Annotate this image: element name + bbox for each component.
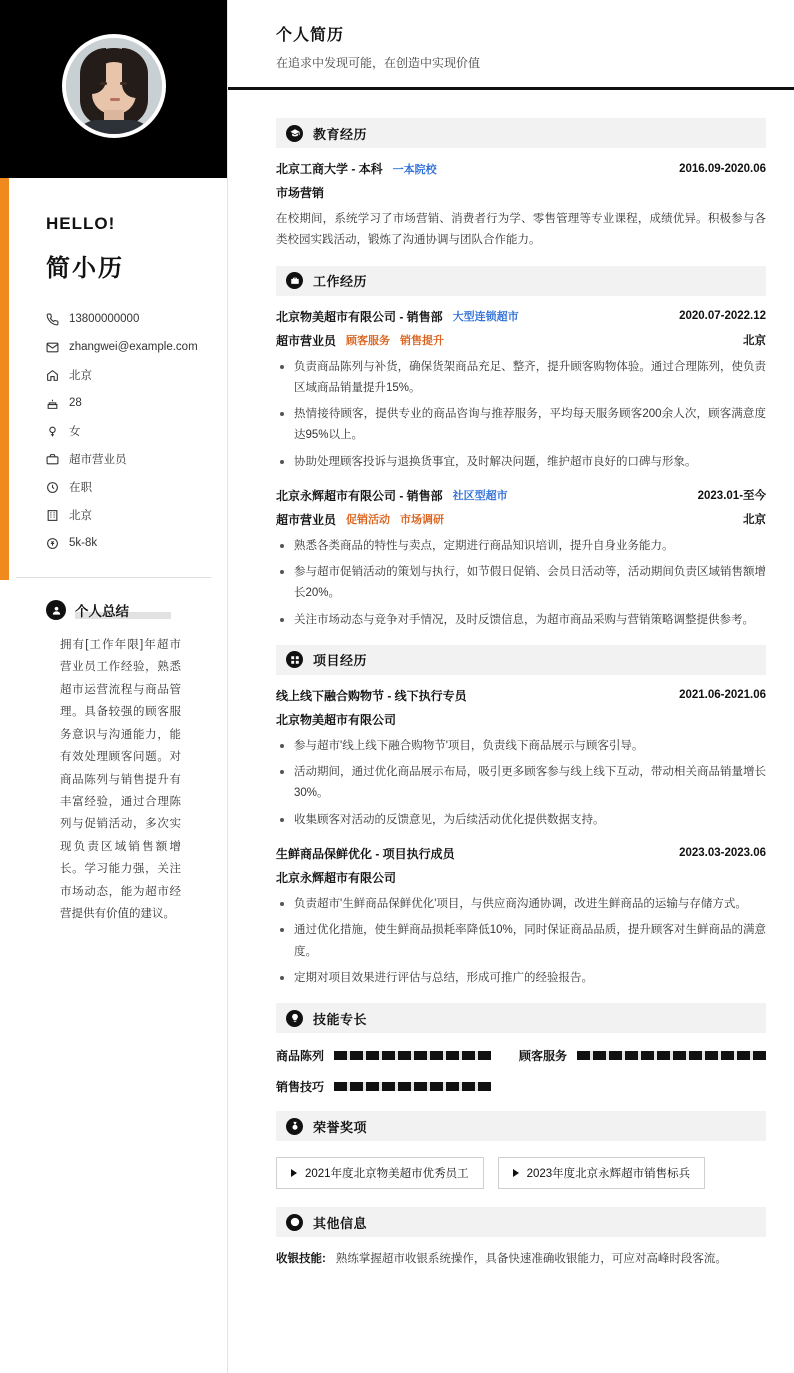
section-other-header bbox=[276, 1207, 766, 1237]
project-company-row bbox=[276, 869, 766, 886]
work-entry bbox=[276, 487, 766, 631]
info-icon bbox=[286, 1214, 303, 1231]
skill-level-block bbox=[334, 1051, 347, 1060]
skill-item bbox=[519, 1047, 766, 1064]
section-other-title: 其他信息 bbox=[313, 1215, 368, 1231]
project-bullets bbox=[276, 736, 766, 831]
work-bullets bbox=[276, 536, 766, 631]
contact-hometown-value: 北京 bbox=[69, 370, 92, 382]
status-icon bbox=[46, 481, 59, 494]
medal-icon bbox=[286, 1118, 303, 1135]
section-skills-title: 技能专长 bbox=[313, 1011, 368, 1027]
skill-level-block bbox=[625, 1051, 638, 1060]
work-bullet: 协助处理顾客投诉与退换货事宜，及时解决问题，维护超市良好的口碑与形象。 bbox=[276, 452, 766, 473]
work-bullets bbox=[276, 357, 766, 473]
contact-city bbox=[46, 501, 227, 529]
skill-level-bar bbox=[334, 1051, 491, 1060]
work-date: 2020.07-2022.12 bbox=[679, 310, 767, 323]
project-company: 北京物美超市有限公司 bbox=[276, 712, 397, 727]
skill-level-block bbox=[334, 1082, 347, 1091]
skill-level-block bbox=[398, 1051, 411, 1060]
contact-city-value: 北京 bbox=[69, 510, 92, 522]
play-triangle-icon bbox=[513, 1169, 519, 1177]
summary-text: 拥有[工作年限]年超市营业员工作经验，熟悉超市运营流程与商品管理。具备较强的顾客服务意识与沟通能力，能有效处理顾客问题。对商品陈列与销售提升有丰富经验，通过合理陈列与促销活动，多次实现负责区域销售额增长。学习能力强，关注市场动态，能为超市经营提供有价值的建议。 bbox=[60, 639, 181, 921]
project-entry-row bbox=[276, 687, 766, 704]
graduation-icon bbox=[286, 125, 303, 142]
skill-level-block bbox=[366, 1082, 379, 1091]
skill-level-block bbox=[689, 1051, 702, 1060]
candidate-name: 简小历 bbox=[46, 255, 124, 282]
work-tag: 大型连锁超市 bbox=[452, 311, 519, 324]
work-location: 北京 bbox=[743, 335, 767, 348]
skill-level-block bbox=[446, 1051, 459, 1060]
section-skills bbox=[276, 1003, 766, 1101]
project-bullet: 活动期间，通过优化商品展示布局，吸引更多顾客参与线上线下互动，带动相关商品销量增长30%。 bbox=[276, 762, 766, 805]
skill-level-block bbox=[366, 1051, 379, 1060]
section-awards bbox=[276, 1111, 766, 1197]
contact-salary-value: 5k-8k bbox=[69, 537, 98, 549]
project-entry bbox=[276, 687, 766, 831]
education-tag: 一本院校 bbox=[392, 163, 437, 176]
award-item bbox=[498, 1157, 706, 1189]
work-company: 北京永辉超市有限公司 - 销售部 bbox=[276, 488, 443, 503]
mail-icon bbox=[46, 341, 59, 354]
phone-icon bbox=[46, 313, 59, 326]
sidebar-divider bbox=[16, 577, 211, 578]
contact-age-value: 28 bbox=[69, 397, 82, 409]
skill-level-block bbox=[478, 1051, 491, 1060]
work-skill-tag: 顾客服务 bbox=[346, 335, 391, 348]
education-major-row bbox=[276, 184, 766, 201]
work-date: 2023.01-至今 bbox=[697, 490, 767, 503]
skill-level-block bbox=[382, 1051, 395, 1060]
project-bullet: 定期对项目效果进行评估与总结，形成可推广的经验报告。 bbox=[276, 968, 766, 989]
contact-list bbox=[46, 305, 227, 557]
skill-level-block bbox=[414, 1051, 427, 1060]
building-icon bbox=[46, 509, 59, 522]
work-company: 北京物美超市有限公司 - 销售部 bbox=[276, 309, 443, 324]
gender-icon bbox=[46, 425, 59, 438]
work-skill-tag: 市场调研 bbox=[400, 514, 445, 527]
section-work-header bbox=[276, 266, 766, 296]
skill-level-block bbox=[350, 1051, 363, 1060]
lightbulb-icon bbox=[286, 1010, 303, 1027]
skill-level-block bbox=[414, 1082, 427, 1091]
section-education bbox=[276, 118, 766, 252]
skill-level-block bbox=[609, 1051, 622, 1060]
skill-level-block bbox=[577, 1051, 590, 1060]
work-skill-tag: 促销活动 bbox=[346, 514, 391, 527]
skill-level-block bbox=[673, 1051, 686, 1060]
project-name: 生鲜商品保鲜优化 - 项目执行成员 bbox=[276, 846, 455, 861]
project-company: 北京永辉超市有限公司 bbox=[276, 870, 397, 885]
education-major: 市场营销 bbox=[276, 186, 325, 200]
skill-level-block bbox=[478, 1082, 491, 1091]
summary-title: 个人总结 bbox=[75, 604, 129, 619]
work-bullet: 参与超市促销活动的策划与执行，如节假日促销、会员日活动等，活动期间负责区域销售额增长20%。 bbox=[276, 562, 766, 605]
skill-level-block bbox=[593, 1051, 606, 1060]
section-other bbox=[276, 1207, 766, 1270]
work-bullet: 热情接待顾客，提供专业的商品咨询与推荐服务，平均每天服务顾客200余人次，顾客满意度达95%以上。 bbox=[276, 404, 766, 447]
skill-level-block bbox=[446, 1082, 459, 1091]
main-body bbox=[228, 90, 794, 1300]
skill-item bbox=[276, 1047, 491, 1064]
skill-item bbox=[276, 1078, 491, 1095]
contact-job-title-value: 超市营业员 bbox=[69, 454, 127, 466]
skill-level-block bbox=[753, 1051, 766, 1060]
contact-gender bbox=[46, 417, 227, 445]
project-bullet: 负责超市'生鲜商品保鲜优化'项目，与供应商沟通协调，改进生鲜商品的运输与存储方式。 bbox=[276, 894, 766, 915]
work-entry-row bbox=[276, 487, 766, 504]
skill-name: 顾客服务 bbox=[519, 1049, 568, 1064]
skill-level-block bbox=[430, 1051, 443, 1060]
skill-level-block bbox=[430, 1082, 443, 1091]
skill-name: 销售技巧 bbox=[276, 1080, 325, 1095]
project-bullet: 参与超市'线上线下融合购物节'项目，负责线下商品展示与顾客引导。 bbox=[276, 736, 766, 757]
skill-level-block bbox=[721, 1051, 734, 1060]
salary-icon bbox=[46, 537, 59, 550]
skill-name: 商品陈列 bbox=[276, 1049, 325, 1064]
contact-salary bbox=[46, 529, 227, 557]
skill-level-block bbox=[382, 1082, 395, 1091]
skill-level-block bbox=[641, 1051, 654, 1060]
contact-phone bbox=[46, 305, 227, 333]
project-company-row bbox=[276, 711, 766, 728]
education-description: 在校期间，系统学习了市场营销、消费者行为学、零售管理等专业课程，成绩优异。积极参与各类校园实践活动，锻炼了沟通协调与团队合作能力。 bbox=[276, 213, 767, 247]
education-school: 北京工商大学 - 本科 bbox=[276, 162, 383, 176]
skill-level-block bbox=[462, 1082, 475, 1091]
cake-icon bbox=[46, 397, 59, 410]
page-subtitle: 在追求中发现可能，在创造中实现价值 bbox=[276, 56, 481, 70]
contact-email bbox=[46, 333, 227, 361]
contact-gender-value: 女 bbox=[69, 426, 81, 438]
section-work bbox=[276, 266, 766, 631]
award-label: 2023年度北京永辉超市销售标兵 bbox=[526, 1168, 691, 1181]
grid-icon bbox=[286, 651, 303, 668]
summary-heading bbox=[46, 600, 227, 620]
section-education-title: 教育经历 bbox=[313, 126, 368, 142]
work-bullet: 熟悉各类商品的特性与卖点，定期进行商品知识培训，提升自身业务能力。 bbox=[276, 536, 766, 557]
skill-level-bar bbox=[334, 1082, 491, 1091]
contact-job-title bbox=[46, 445, 227, 473]
contact-phone-value: 13800000000 bbox=[69, 313, 140, 325]
work-tag: 社区型超市 bbox=[452, 490, 508, 503]
section-education-header bbox=[276, 118, 766, 148]
contact-status-value: 在职 bbox=[69, 482, 92, 494]
skill-level-block bbox=[705, 1051, 718, 1060]
work-role: 超市营业员 bbox=[276, 512, 337, 527]
work-role-row bbox=[276, 332, 766, 349]
work-role-row bbox=[276, 511, 766, 528]
briefcase-icon bbox=[46, 453, 59, 466]
work-entry bbox=[276, 308, 766, 473]
section-work-title: 工作经历 bbox=[313, 274, 368, 290]
accent-strip-black-segment bbox=[0, 0, 9, 178]
project-bullet: 通过优化措施，使生鲜商品损耗率降低10%，同时保证商品品质，提升顾客对生鲜商品的满意度。 bbox=[276, 920, 766, 963]
work-skill-tag: 销售提升 bbox=[400, 335, 445, 348]
skill-level-block bbox=[657, 1051, 670, 1060]
main-content bbox=[228, 0, 794, 1373]
skill-level-block bbox=[462, 1051, 475, 1060]
skill-level-bar bbox=[577, 1051, 766, 1060]
sidebar-photo-banner bbox=[0, 0, 227, 178]
skill-level-block bbox=[737, 1051, 750, 1060]
project-date: 2021.06-2021.06 bbox=[679, 689, 767, 702]
other-info-label: 收银技能: bbox=[276, 1253, 326, 1266]
skill-level-block bbox=[350, 1082, 363, 1091]
project-name: 线上线下融合购物节 - 线下执行专员 bbox=[276, 688, 467, 703]
suitcase-icon bbox=[286, 272, 303, 289]
skills-grid bbox=[276, 1045, 766, 1101]
hello-text: HELLO! bbox=[46, 214, 116, 233]
education-date: 2016.09-2020.06 bbox=[679, 162, 767, 175]
other-info-value: 熟练掌握超市收银系统操作，具备快速准确收银能力，可应对高峰时段客流。 bbox=[335, 1253, 727, 1266]
award-label: 2021年度北京物美超市优秀员工 bbox=[305, 1168, 469, 1181]
play-triangle-icon bbox=[291, 1169, 297, 1177]
project-date: 2023.03-2023.06 bbox=[679, 847, 767, 860]
sidebar bbox=[0, 0, 228, 1373]
section-awards-title: 荣誉奖项 bbox=[313, 1119, 368, 1135]
accent-strip bbox=[0, 0, 9, 580]
award-item bbox=[276, 1157, 484, 1189]
work-entry-row bbox=[276, 308, 766, 325]
person-icon bbox=[46, 600, 66, 620]
section-projects-title: 项目经历 bbox=[313, 653, 368, 669]
work-role: 超市营业员 bbox=[276, 333, 337, 348]
other-info-row bbox=[276, 1249, 766, 1270]
home-icon bbox=[46, 369, 59, 382]
contact-status bbox=[46, 473, 227, 501]
project-entry bbox=[276, 845, 766, 989]
section-projects bbox=[276, 645, 766, 989]
page-title: 个人简历 bbox=[276, 27, 345, 44]
avatar bbox=[62, 34, 166, 138]
document-header bbox=[228, 0, 794, 90]
education-entry-row bbox=[276, 160, 766, 177]
work-location: 北京 bbox=[743, 514, 767, 527]
project-bullet: 收集顾客对活动的反馈意见，为后续活动优化提供数据支持。 bbox=[276, 810, 766, 831]
contact-hometown bbox=[46, 361, 227, 389]
contact-email-value: zhangwei@example.com bbox=[69, 341, 198, 353]
section-projects-header bbox=[276, 645, 766, 675]
contact-age bbox=[46, 389, 227, 417]
sidebar-content bbox=[0, 214, 227, 925]
project-entry-row bbox=[276, 845, 766, 862]
education-entry bbox=[276, 160, 766, 252]
skill-level-block bbox=[398, 1082, 411, 1091]
awards-list bbox=[276, 1153, 766, 1197]
section-skills-header bbox=[276, 1003, 766, 1033]
work-bullet: 关注市场动态与竞争对手情况，及时反馈信息，为超市商品采购与营销策略调整提供参考。 bbox=[276, 610, 766, 631]
section-awards-header bbox=[276, 1111, 766, 1141]
project-bullets bbox=[276, 894, 766, 989]
work-bullet: 负责商品陈列与补货，确保货架商品充足、整齐，提升顾客购物体验。通过合理陈列，使负责区域商品销量提升15%。 bbox=[276, 357, 766, 400]
avatar-photo bbox=[66, 38, 162, 134]
